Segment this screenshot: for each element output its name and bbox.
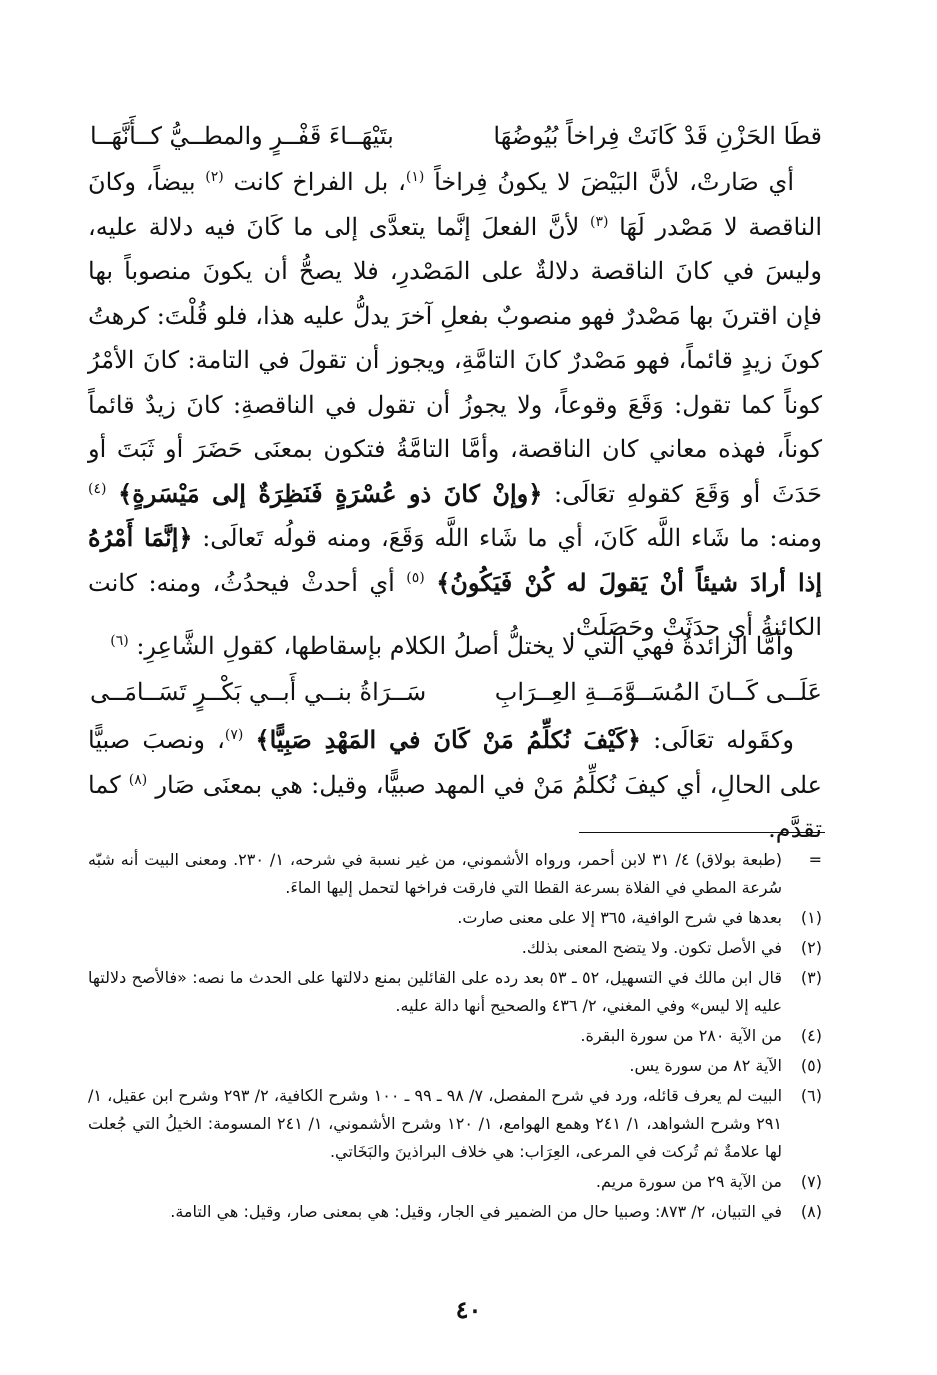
footnote-continuation	[88, 846, 822, 902]
footnote-7	[88, 1168, 822, 1196]
footnote-1	[88, 904, 822, 932]
paragraph-1: أي صَارتْ، لأنَّ البَيْضَ لا يكونُ فِراخاً $^{(١)}$، بل الفراخ كانت $^{(٢)}$ بيضاً، وكانَ الناقصة لا مَصْدر لَهَا $^{(٣)}$ لأنَّ الفعلَ إنَّما يتعدَّى إلى ما كَانَ فيه دلالة عليه، وليسَ في كانَ الناقصة دلالةٌ على المَصْدرِ، فلا يصحُّ أن يكونَ منصوباً بها فإن اقترنَ بها مَصْدرٌ فهو منصوبٌ بفعلِ آخرَ يدلُّ عليه هذا، فلو قُلْتَ: كرهتُ كونَ زيدٍ قائماً، فهو مَصْدرٌ كانَ التامَّةِ، ويجوز أن تقولَ في التامة: كانَ الأمْرُ كوناً كما تقول: وَقَعَ وقوعاً، ولا يجوزُ أن تقول في الناقصةِ: كانَ زيدٌ قائماً كوناً، فهذه معاني كان الناقصة، وأمَّا التامَّةُ فتكون بمعنَى حَضَرَ أو ثَبَتَ أو حَدَثَ أو وَقَعَ كقولهِ تعَالَى: ﴿وإنْ كانَ ذو عُسْرَةٍ فَنَظِرَةٌ إلى مَيْسَرةٍ﴾ $^{(٤)}$ ومنه: ما شَاء اللَّه كَانَ، أي ما شَاء اللَّه وَقَعَ، ومنه قولُه تَعالَى: ﴿إنَّمَا أَمْرُهُ إذا أرادَ شيئاً أنْ يَقولَ له كُنْ فَيَكُونُ﴾ $^{(٥)}$ أي أحدثْ فيحدُثُ، ومنه: كانت الكائنةُ أي حدَثَتْ وحَصَلَتْ.	[88, 168, 823, 641]
footnote-3	[88, 964, 822, 1020]
footnote-text: (طبعة بولاق) ٤/ ٣١ لابن أحمر، ورواه الأشموني، من غير نسبة في شرحه، ١/ ٢٣٠. ومعنى البيت أنه شبّه سُرعة المطي في الفلاة بسرعة القطا التي فارقت فراخها لتحمل إليها الماءَ.	[88, 850, 782, 897]
page-number: ٤٠	[455, 1295, 482, 1324]
footnote-marker: (٨)	[800, 1202, 822, 1221]
footnote-6	[88, 1082, 822, 1166]
verse-line-2	[90, 670, 822, 714]
footnote-ref-3[interactable]: (٣)	[589, 213, 609, 230]
footnote-ref-5[interactable]: (٥)	[406, 569, 425, 586]
footnote-8	[88, 1198, 822, 1226]
paragraph-2: وأمَّا الزائدةُ فهي التي لا يختلُّ أصلُ الكلام بإسقاطها، كقولِ الشَّاعِرِ: $^{(٦)}$	[110, 632, 794, 660]
footnote-marker: (٧)	[800, 1172, 822, 1191]
main-text	[88, 160, 822, 650]
footnote-ref-8[interactable]: (٨)	[128, 771, 148, 788]
footnote-5	[88, 1052, 822, 1080]
footnote-ref-7[interactable]: (٧)	[224, 727, 244, 743]
quran-quote-1: ﴿وإنْ كانَ ذو عُسْرَةٍ فَنَظِرَةٌ إلى مَيْسَرةٍ﴾	[118, 478, 543, 508]
footnote-4	[88, 1022, 822, 1050]
footnote-ref-2[interactable]: (٢)	[205, 169, 224, 185]
footnote-marker: =	[808, 850, 822, 869]
footnote-text: بعدها في شرح الوافية، ٣٦٥ إلا على معنى صارت.	[457, 908, 782, 927]
footnote-text: في الأصل تكون. ولا يتضح المعنى بذلك.	[521, 938, 782, 957]
footnote-text: من الآية ٢٨٠ من سورة البقرة.	[580, 1026, 782, 1045]
paragraph-3: وكقَوله تعَالَى: ﴿كَيْفَ نُكلِّمُ مَنْ كَانَ في المَهْدِ صَبِيًّا﴾ $^{(٧)}$، ونصبَ صبيًّا على الحالِ، أي كيفَ نُكلِّمُ مَنْ في المهد صبيًّا، وقيل: هي بمعنَى صَار $^{(٨)}$ كما تقدَّم.	[88, 725, 823, 843]
footnote-marker: (٤)	[800, 1026, 822, 1045]
verse-line-1	[90, 114, 822, 158]
footnote-ref-6[interactable]: (٦)	[110, 633, 129, 649]
footnote-marker: (٣)	[800, 968, 822, 987]
footnote-ref-1[interactable]: (١)	[405, 169, 425, 185]
footnote-text: من الآية ٢٩ من سورة مريم.	[595, 1172, 782, 1191]
footnote-marker: (٦)	[800, 1086, 822, 1105]
footnote-ref-4[interactable]: (٤)	[88, 480, 107, 497]
footnote-2	[88, 934, 822, 962]
verse-1-second-hemistich: بتَيْهَــاءَ قَفْــرٍ والمطــيُّ كــأَنَّهَــا	[90, 122, 394, 150]
quran-quote-3: ﴿كَيْفَ نُكلِّمُ مَنْ كَانَ في المَهْدِ صَبِيًّا﴾	[255, 725, 641, 754]
footnote-separator	[579, 832, 825, 833]
footnote-marker: (٢)	[800, 938, 822, 957]
footnote-text: قال ابن مالك في التسهيل، ٥٢ ـ ٥٣ بعد رده على القائلين بمنع دلالتها على الحدث ما نصه: «فالأصح دلالتها عليه إلا ليس» وفي المغني، ٢/ ٤٣٦ والصحيح أنها دالة عليه.	[88, 968, 783, 1015]
footnote-text: في التبيان، ٢/ ٨٧٣: وصبيا حال من الضمير في الجار، وقيل: هي بمعنى صار، وقيل: هي التامة.	[170, 1202, 782, 1221]
verse-2-first-hemistich: عَلَــى كَــانَ المُسَــوَّمَــةِ العِــرَابِ	[494, 678, 822, 706]
quran-quote-2: ﴿إنَّمَا أَمْرُهُ إذا أرادَ شيئاً أنْ يَقولَ له كُنْ فَيَكُونُ﴾	[88, 523, 822, 597]
main-text-2	[88, 624, 822, 669]
footnote-marker: (١)	[800, 908, 822, 927]
footnote-text: البيت لم يعرف قائله، ورد في شرح المفصل، ٧/ ٩٨ ـ ٩٩ ـ ١٠٠ وشرح الكافية، ٢/ ٢٩٣ وشرح ابن عقيل، ١/ ٢٩١ وشرح الشواهد، ١/ ٢٤١ وهمع الهوامع، ١/ ١٢٠ وشرح الأشموني، ١/ ٢٤١ المسومة: الخيلُ التي جُعلت لها علامةٌ ثم تُركت في المرعى، العِرَاب: هي خلاف البراذينَ والبَخَاتي.	[88, 1086, 783, 1161]
verse-1-first-hemistich: قطَا الحَزْنِ قَدْ كَانَتْ فِراخاً بُيُوضُهَا	[493, 122, 822, 150]
footnote-text: الآية ٨٢ من سورة يس.	[629, 1056, 782, 1075]
footnotes	[88, 846, 822, 1228]
verse-2-second-hemistich: سَــرَاةُ بنــي أَبــي بَكْــرٍ تَسَــامَــى	[90, 678, 427, 706]
footnote-marker: (٥)	[800, 1056, 822, 1075]
